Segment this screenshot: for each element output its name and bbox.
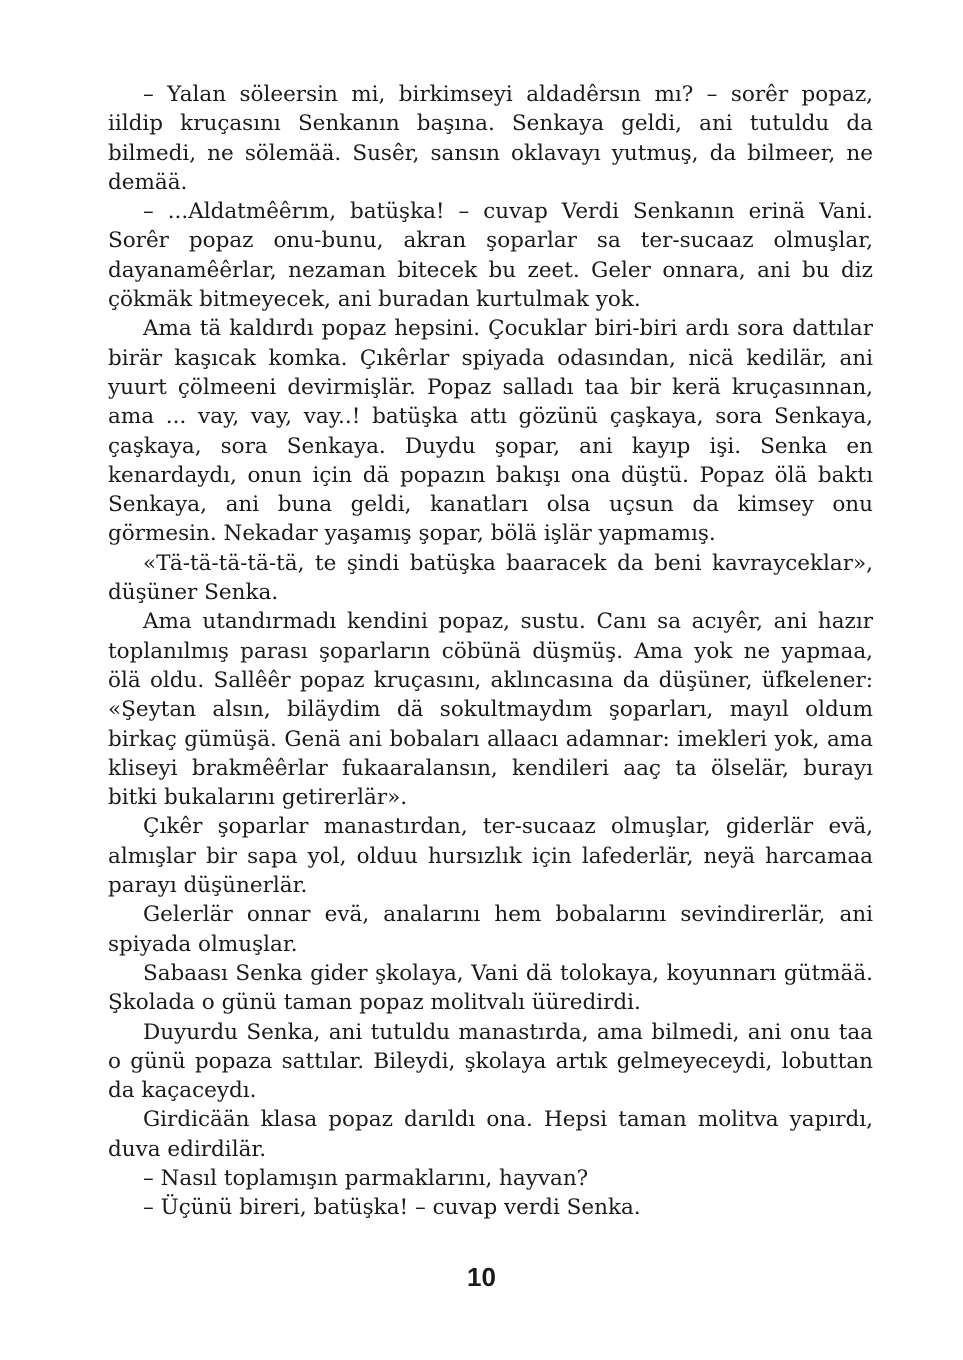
paragraph: – Nasıl toplamışın parmaklarını, hayvan? <box>143 1165 589 1191</box>
paragraph: Sabaası Senka gider şkolaya, Vani dä tolokaya, koyunnarı gütmää. Şkolada o günü taman popaz molitvalı üüredirdi. <box>108 960 873 1016</box>
paragraph: Girdicään klasa popaz darıldı ona. Hepsi taman molitva yapırdı, duva edirdilär. <box>108 1107 873 1162</box>
paragraph: Ama tä kaldırdı popaz hepsini. Çocuklar biri-biri ardı sora dattılar birär kaşıcak komka. Çıkêrlar spiyada odasından, nicä kedilär, ani yuurt çölmeeni devirmişlär. Popaz salladı taa bir kerä kruçasınnan, ama ... vay, vay, vay..! batüşka attı gözünü çaşkaya, sora Senkaya, çaşkaya, sora Senkaya. Duydu şopar, ani kayıp işi. Senka en kenardaydı, onun için dä popazın bakışı ona düştü. Popaz ölä baktı Senkaya, ani buna geldi, kanatları olsa uçsun da kimsey onu görmesin. Nekadar yaşamış şopar, bölä işlär yapmamış. <box>108 316 873 547</box>
body-text <box>108 80 873 1223</box>
page-number: 10 <box>467 1262 496 1292</box>
paragraph: – Yalan söleersin mi, birkimseyi aldadêrsın mı? – sorêr popaz, iildip kruçasını Senkanın başına. Senkaya geldi, ani tutuldu da bilmedi, ne sölemää. Susêr, sansın oklavayı yutmuş, da bilmeer, ne demää. <box>108 82 873 195</box>
paragraph: – Üçünü bireri, batüşka! – cuvap verdi Senka. <box>143 1195 641 1221</box>
paragraph: Duyurdu Senka, ani tutuldu manastırda, ama bilmedi, ani onu taa o günü popaza sattılar. Bileydi, şkolaya artık gelmeyeceydi, lobuttan da kaçaceydı. <box>108 1019 873 1104</box>
paragraph: – ...Aldatmêêrım, batüşka! – cuvap Verdi Senkanın erinä Vani. Sorêr popaz onu-bunu, akran şoparlar sa ter-sucaaz olmuşlar, dayanamêêrlar, nezaman bitecek bu zeet. Geler onnara, ani bu diz çökmäk bitmeyecek, ani buradan kurtulmak yok. <box>108 199 873 313</box>
paragraph: Ama utandırmadı kendini popaz, sustu. Canı sa acıyêr, ani hazır toplanılmış parası şoparların cöbünä düşmüş. Ama yok ne yapmaa, ölä oldu. Sallêêr popaz kruçasını, aklıncasına da düşüner, üfkelener: «Şeytan alsın, biläydim dä sokultmaydım şoparları, mayıl oldum birkaç gümüşä. Genä ani bobaları allaacı adamnar: imekleri yok, ama kliseyi brakmêêrlar fukaaralansın, kendileri aaç ta ölselär, burayı bitki bukalarını getirerlär». <box>108 609 873 811</box>
paragraph: «Tä-tä-tä-tä-tä, te şindi batüşka baaracek da beni kavrayceklar», düşüner Senka. <box>108 550 873 606</box>
paragraph: Çıkêr şoparlar manastırdan, ter-sucaaz olmuşlar, giderlär evä, almışlar bir sapa yol, olduu hursızlık için lafederlär, neyä harcamaa parayı düşünerlär. <box>108 814 873 899</box>
paragraph: Gelerlär onnar evä, analarını hem bobalarını sevindirerlär, ani spiyada olmuşlar. <box>108 902 873 957</box>
